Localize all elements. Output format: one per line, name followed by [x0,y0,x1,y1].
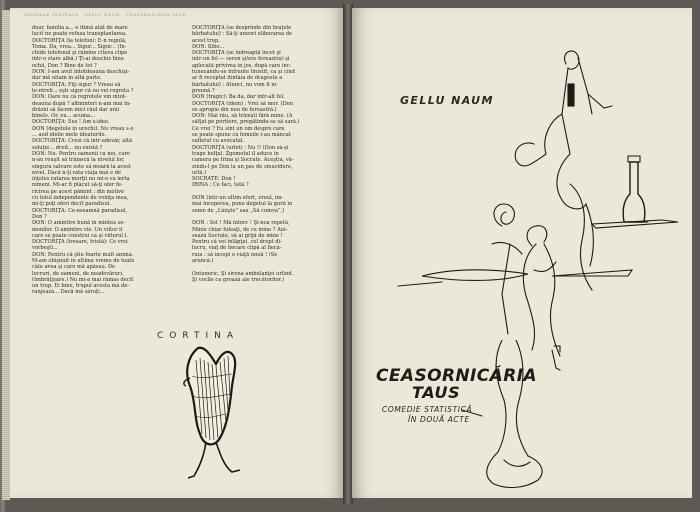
text-line: DOCTORIŢA (la telefon): E-n regulă, [32,37,127,44]
text-line: sălţat pe portiere, pregătindu-se să sară.) [192,119,300,126]
text-line: se poate spune că femeile i-au mâncat [192,132,291,139]
text-line: ruia : să începi o viaţă nouă ! (Se [192,251,278,258]
text-line: un trup. Ei bine, trupul acesta mă de- [32,283,130,290]
text-line: DON : Sst ! Mă întorc ! Şi-nca repetă, [192,220,290,227]
text-line: trage bolţul. Zgomotul îl aduce în [192,150,279,157]
text-line: lucit ne poate refuza transplantarea. [32,31,127,38]
text-line: care se poate construi ca şi viitorul l. [32,232,128,239]
play-title-line-2: TAUS [412,383,461,402]
text-line: mai începerea, pune degetul la gură în [192,201,293,208]
text-line: semn de „Linişte” sau „Să cumva”,) [192,207,285,214]
text-line: DON (tragic): Ba da, dar într-alt fel. [192,94,285,101]
text-line: DOCTORIŢA (tresare, tristă): Ce vrei [32,239,128,246]
text-line: într-o stare albă.) Ţi-ai deschis bine [32,56,124,63]
text-line: sează Socrate, să ai grijă de mine ! [192,232,283,239]
text-line: DOCTORIŢA: Crezi că într-adevăr, altă [32,138,132,145]
text-column-2 [192,25,320,283]
text-line: aruncă.) [192,257,214,264]
text-line: zîndu-l pe Don la un pas de sinucidere, [192,163,293,170]
text-line: DON: Oare nu că regretele vin întot- [32,94,127,101]
text-line: n-au reuşit să trăiască la nivelul lor, [32,157,125,164]
text-line: te-ntreb... eşti sigur că nu vei regreta ? [32,87,134,94]
text-line: bărbatului) : Să-ţi uneori eliberarea de [192,31,293,38]
text-line: cu totul independente de voinţa mea, [32,195,129,202]
text-line: sufletul cu avocatul. [192,138,245,145]
text-line: nimeni. Mi-ar fi plăcut să-ţi ofer fe- [32,182,123,189]
text-line: DOCTORIŢA: Sus ! Am s-idee. [32,119,110,126]
text-line: ... aud ideile mele ideaturile. [32,132,107,139]
text-line: SOCRATE: Don ! [192,176,236,183]
text-line: se apropie din nou de fereastră.) [192,106,277,113]
text-line: drăzni să facem mici răul dar unii [32,106,120,113]
text-line: menilor. O amintire vie. Un viitor li [32,226,123,233]
text-line: ar fi receptat dintâia de dragoste a [192,75,283,82]
text-line: DOCTORIŢA: Ce-nseamnă paradisul, [32,207,128,214]
text-line: mi-ţi poţi oferi decît paradisul. [32,201,111,208]
text-line: IRINA : Ce faci, tată ? [192,182,249,189]
text-line: tunecându-se înfrunte linistit, ca şi cînd [192,69,295,76]
text-line: DON: Iliho... [192,43,225,50]
text-line: lucru, viaţ de fiecare clipă al fiecă- [192,245,282,252]
harp-figure-illustration [180,346,250,486]
text-line: câte avea şi care mă apăsau. De [32,264,116,271]
page-edges [2,10,10,500]
text-column-1 [32,25,160,296]
text-line: Don ? [32,213,47,220]
text-line: ochii, Don ? Bine de tot ? [32,62,97,69]
running-head: SEMNALE TEATRALE · GELLU NAUM · CEASORNICĂRIA TAUS [24,12,186,17]
text-line: DON: Pentru că ştiu foarte mult anima. [32,251,134,258]
text-line: soluţie... dreit... nu există ? [32,144,103,151]
text-line: nivel. Dacă n-ţi rata viaţa mai e de [32,169,122,176]
author-name: GELLU NAUM [400,94,494,107]
text-line: dar mă uitam în altă parte. [32,75,102,82]
text-line: doar, familia a... o itimă atât de mare [32,25,128,31]
text-line: camera pe Irina şi Socrate. Aceştia, vă- [192,157,294,164]
text-line: intr-un fel — seren şi/ere fereastra) şi [192,56,290,63]
curtain-label: CORTINA [157,331,240,341]
text-line: lucruri, de oameni, de neadevăruri. [32,270,124,277]
text-line: vorbeşti... [32,245,58,252]
text-line: DON: O amintire bună în mintea se- [32,220,126,227]
text-line: Pentru că vei înlăpţui, cel drept dî- [192,239,282,246]
text-line: aplecată privirea în jos, după care înc- [192,62,292,69]
text-line: ranjează... Dacă mă săruţi... [32,289,105,296]
play-subtitle-line-2: ÎN DOUĂ ACTE [408,415,470,424]
text-line: bărbatului) : Atunci, nu vom fi în- [192,81,278,88]
text-line: DOCTORIŢA (se îndreaptă încet şi [192,50,281,57]
left-page [10,8,344,498]
text-line: DON (degetele în urechi): Nu vreau s-o [32,125,134,132]
text-line: Ce vrei ? Eu sînt un om despre care [192,125,285,132]
text-line: DOCTORIŢA (se desprinde din braţele [192,25,292,31]
text-line: (Întuneric. Şi sirena ambulanţei urlînd. [192,270,294,277]
text-line: M-am obişnuit în ultima vreme de toate [32,257,135,264]
text-line: DOCTORIŢA (urlet) : Nu !! (Don să-şi [192,144,289,151]
text-line: înţeles ratarea morţii nu mi-o va ierta [32,176,130,183]
play-subtitle-line-1: COMEDIE STATISTICĂ [382,405,473,414]
play-title-line-1: CEASORNICĂRIA [376,366,537,386]
right-page [352,8,692,498]
text-line: DOCTORIŢA (idem) : Vrei să mor. (Don [192,100,294,107]
text-line: DOCTORIŢA: Fiţi sigur ? Vreau să [32,81,121,88]
text-line: Toma. Da, vrea... Sigur... Sigur... (În- [32,43,127,50]
text-line: DON: Mai rău, să trăieşti fără mine. (Â [192,113,293,120]
text-line: binele. Or, eu... acuma... [32,113,96,120]
text-line: ricirea pe acest pămînt ; din motive [32,188,125,195]
text-line: DON: Nu. Pentru oamenii ca noi, care [32,150,130,157]
text-line: DON (într-un ultim efort, eroul, im- [192,195,284,202]
text-line: preună ? [192,87,215,94]
text-line: Mînie chiar fuleaţi, de ce mîne ? Ani- [192,226,288,233]
text-line: (Îmbrăţişare.) Nu mi-a mai rămas decît [32,276,134,283]
text-line: deauna după ? altminteri n-am mai în- [32,100,131,107]
text-line: chide telefonul şi rămîne cîteva clipe [32,50,128,57]
text-line: DON: I-am avut întotdeauna deschişi- [32,69,130,76]
text-line: urlă.) [192,169,206,176]
surreal-figures-illustration [382,44,682,364]
text-line: acest trup. [192,37,220,44]
text-line: singura salvare este să moară la acest [32,163,131,170]
text-line: Şi vocile ca groază ale trecătorilor.) [192,276,285,283]
